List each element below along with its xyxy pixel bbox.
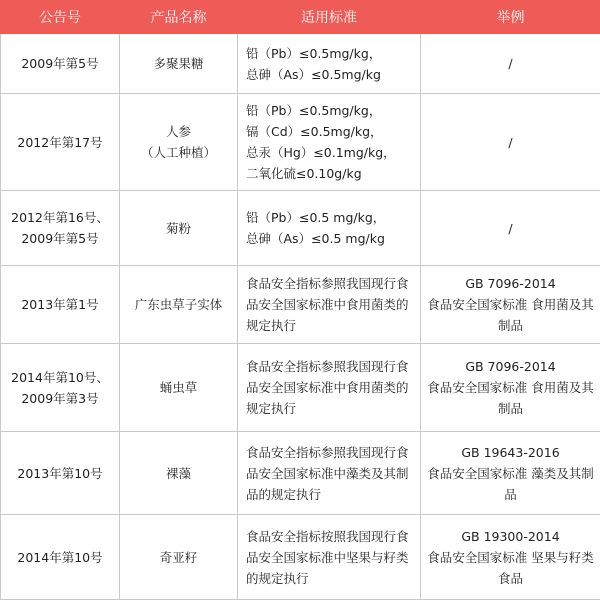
announcement-cell: 2014年第10号、 2009年第3号 xyxy=(1,344,120,432)
product-name-cell: 菊粉 xyxy=(120,191,238,266)
example-cell: GB 19643-2016 食品安全国家标准 藻类及其制品 xyxy=(421,432,600,515)
standard-cell: 铅（Pb）≤0.5mg/kg， 总砷（As）≤0.5mg/kg xyxy=(238,34,421,94)
standard-cell: 食品安全指标按照我国现行食品安全国家标准中坚果与籽类的规定执行 xyxy=(238,515,421,600)
product-name-cell: 多聚果糖 xyxy=(120,34,238,94)
product-name-cell: 奇亚籽 xyxy=(120,515,238,600)
table-row xyxy=(1,94,600,191)
header-announcement: 公告号 xyxy=(1,1,120,34)
table-row xyxy=(1,432,600,515)
standard-cell: 铅（Pb）≤0.5 mg/kg， 总砷（As）≤0.5 mg/kg xyxy=(238,191,421,266)
announcement-cell: 2009年第5号 xyxy=(1,34,120,94)
table-row xyxy=(1,34,600,94)
header-example: 举例 xyxy=(421,1,600,34)
table-row xyxy=(1,191,600,266)
product-name-cell: 人参 （人工种植） xyxy=(120,94,238,191)
example-cell: GB 7096-2014 食品安全国家标准 食用菌及其制品 xyxy=(421,266,600,344)
product-name-cell: 广东虫草子实体 xyxy=(120,266,238,344)
standard-cell: 食品安全指标参照我国现行食品安全国家标准中食用菌类的规定执行 xyxy=(238,266,421,344)
table-row xyxy=(1,515,600,600)
example-cell: / xyxy=(421,94,600,191)
announcement-cell: 2014年第10号 xyxy=(1,515,120,600)
standard-cell: 食品安全指标参照我国现行食品安全国家标准中藻类及其制品的规定执行 xyxy=(238,432,421,515)
table-row xyxy=(1,266,600,344)
announcement-cell: 2012年第16号、 2009年第5号 xyxy=(1,191,120,266)
announcement-cell: 2012年第17号 xyxy=(1,94,120,191)
header-product-name: 产品名称 xyxy=(120,1,238,34)
header-standard: 适用标准 xyxy=(238,1,421,34)
header-row xyxy=(1,1,600,34)
standard-cell: 食品安全指标参照我国现行食品安全国家标准中食用菌类的规定执行 xyxy=(238,344,421,432)
example-cell: / xyxy=(421,191,600,266)
standard-cell: 铅（Pb）≤0.5mg/kg， 镉（Cd）≤0.5mg/kg， 总汞（Hg）≤0.1mg/kg， 二氧化硫≤0.10g/kg xyxy=(238,94,421,191)
example-cell: GB 19300-2014 食品安全国家标准 坚果与籽类食品 xyxy=(421,515,600,600)
example-cell: / xyxy=(421,34,600,94)
announcement-cell: 2013年第10号 xyxy=(1,432,120,515)
example-cell: GB 7096-2014 食品安全国家标准 食用菌及其制品 xyxy=(421,344,600,432)
announcement-cell: 2013年第1号 xyxy=(1,266,120,344)
product-name-cell: 蛹虫草 xyxy=(120,344,238,432)
product-name-cell: 裸藻 xyxy=(120,432,238,515)
table-row xyxy=(1,344,600,432)
